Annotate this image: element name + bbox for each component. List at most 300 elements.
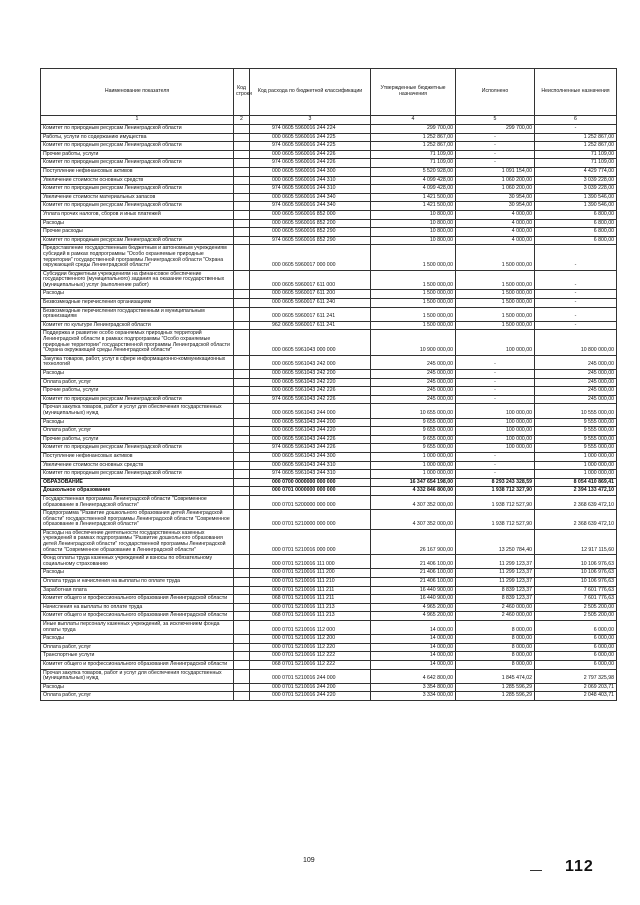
header-line-code: Код строки xyxy=(234,69,250,116)
row-unexecuted: 7 601 776,63 xyxy=(535,595,617,604)
row-approved: 3 354 800,00 xyxy=(371,683,456,692)
row-executed: 4 000,00 xyxy=(456,236,535,245)
row-approved: 4 965 200,00 xyxy=(371,603,456,612)
table-row xyxy=(41,133,617,142)
row-unexecuted: 10 106 976,63 xyxy=(535,555,617,569)
row-executed: - xyxy=(456,159,535,168)
table-row xyxy=(41,307,617,321)
row-name: Комитет по природным ресурсам Ленинградской области xyxy=(41,185,234,194)
table-row xyxy=(41,478,617,487)
row-unexecuted: 6 000,00 xyxy=(535,643,617,652)
row-name: Расходы xyxy=(41,569,234,578)
row-executed: - xyxy=(456,470,535,479)
row-executed: 8 839 123,37 xyxy=(456,586,535,595)
table-row xyxy=(41,210,617,219)
row-name: Прочие расходы xyxy=(41,228,234,237)
row-budget-code: 000 0701 5210016 244 220 xyxy=(250,692,371,701)
row-name: Фонд оплаты труда казенных учреждений и взносы по обязательному социальному страхованию xyxy=(41,555,234,569)
row-approved: 1 500 000,00 xyxy=(371,321,456,330)
row-name: Заработная плата xyxy=(41,586,234,595)
table-row xyxy=(41,612,617,621)
table-row xyxy=(41,683,617,692)
row-line-code xyxy=(234,395,250,404)
row-budget-code: 974 0605 5960016 852 290 xyxy=(250,236,371,245)
table-row xyxy=(41,185,617,194)
row-approved: 1 421 500,00 xyxy=(371,202,456,211)
row-budget-code: 000 0701 5210016 111 210 xyxy=(250,578,371,587)
row-unexecuted: 8 054 410 869,41 xyxy=(535,478,617,487)
row-unexecuted: 9 555 000,00 xyxy=(535,444,617,453)
row-line-code xyxy=(234,643,250,652)
row-unexecuted: 1 000 000,00 xyxy=(535,452,617,461)
row-line-code xyxy=(234,321,250,330)
row-budget-code: 000 0605 5960016 852 290 xyxy=(250,228,371,237)
table-row xyxy=(41,427,617,436)
row-line-code xyxy=(234,193,250,202)
table-row xyxy=(41,578,617,587)
row-budget-code: 000 0701 5210016 111 200 xyxy=(250,569,371,578)
row-approved: 1 500 000,00 xyxy=(371,290,456,299)
row-approved: 4 099 428,00 xyxy=(371,185,456,194)
row-budget-code: 000 0700 0000000 000 000 xyxy=(250,478,371,487)
row-approved: 1 000 000,00 xyxy=(371,452,456,461)
row-line-code xyxy=(234,470,250,479)
row-approved: 4 307 352 000,00 xyxy=(371,510,456,530)
row-approved: 9 655 000,00 xyxy=(371,418,456,427)
row-name: Уплата прочих налогов, сборов и иных платежей xyxy=(41,210,234,219)
row-approved: 3 334 000,00 xyxy=(371,692,456,701)
row-executed: 11 299 123,37 xyxy=(456,555,535,569)
row-executed: 1 285 596,29 xyxy=(456,683,535,692)
row-unexecuted: 2 505 200,00 xyxy=(535,612,617,621)
row-approved: 71 109,00 xyxy=(371,159,456,168)
row-line-code xyxy=(234,660,250,669)
row-budget-code: 974 0605 5960016 244 225 xyxy=(250,142,371,151)
table-row xyxy=(41,387,617,396)
row-executed: 8 293 243 328,59 xyxy=(456,478,535,487)
row-unexecuted: 1 000 000,00 xyxy=(535,461,617,470)
row-budget-code: 000 0605 5960017 611 000 xyxy=(250,270,371,290)
table-row xyxy=(41,378,617,387)
row-budget-code: 000 0605 5960016 244 340 xyxy=(250,193,371,202)
row-budget-code: 000 0701 5200000 000 000 xyxy=(250,495,371,509)
row-approved: 14 000,00 xyxy=(371,635,456,644)
row-name: Увеличение стоимости основных средств xyxy=(41,461,234,470)
row-executed: - xyxy=(456,355,535,369)
row-name: Безвозмездные перечисления организациям xyxy=(41,299,234,308)
row-budget-code: 974 0605 5960016 244 340 xyxy=(250,202,371,211)
row-name: Безвозмездные перечисления государственным и муниципальным организациям xyxy=(41,307,234,321)
table-row xyxy=(41,159,617,168)
row-approved: 4 099 428,00 xyxy=(371,176,456,185)
row-name: Комитет общего и профессионального образования Ленинградской области xyxy=(41,595,234,604)
row-unexecuted: 245 000,00 xyxy=(535,395,617,404)
row-executed: - xyxy=(456,378,535,387)
row-line-code xyxy=(234,569,250,578)
row-line-code xyxy=(234,683,250,692)
row-approved: 245 000,00 xyxy=(371,378,456,387)
row-name: Прочая закупка товаров, работ и услуг для обеспечения государственных (муниципальных) нужд xyxy=(41,669,234,683)
row-name: Дошкольное образование xyxy=(41,487,234,496)
row-approved: 10 655 000,00 xyxy=(371,404,456,418)
row-approved: 9 655 000,00 xyxy=(371,444,456,453)
row-executed: 8 000,00 xyxy=(456,635,535,644)
row-unexecuted: 6 000,00 xyxy=(535,660,617,669)
row-executed: 4 000,00 xyxy=(456,219,535,228)
row-executed: 8 839 123,37 xyxy=(456,595,535,604)
row-approved: 245 000,00 xyxy=(371,370,456,379)
column-number: 1 xyxy=(41,116,234,125)
page-number: 109 xyxy=(303,857,315,864)
row-unexecuted: 9 555 000,00 xyxy=(535,427,617,436)
row-executed: 8 000,00 xyxy=(456,652,535,661)
table-row xyxy=(41,330,617,355)
row-line-code xyxy=(234,307,250,321)
row-approved: 16 347 654 198,00 xyxy=(371,478,456,487)
row-unexecuted: 6 000,00 xyxy=(535,635,617,644)
row-name: Прочие работы, услуги xyxy=(41,435,234,444)
row-unexecuted: 9 555 000,00 xyxy=(535,435,617,444)
row-line-code xyxy=(234,245,250,270)
table-row xyxy=(41,219,617,228)
row-name: Оплата работ, услуг xyxy=(41,643,234,652)
row-approved: 10 800,00 xyxy=(371,219,456,228)
table-row xyxy=(41,370,617,379)
row-name: Увеличение стоимости основных средств xyxy=(41,176,234,185)
row-executed: - xyxy=(456,133,535,142)
row-budget-code: 000 0605 5960016 852 000 xyxy=(250,210,371,219)
row-name: Поддержка и развитие особо охраняемых природных территорий Ленинградской области в рамках подпрограммы "Особо охраняемые природные территории" государственной программы Ленинградской области "Охрана окружающей среды Ленинградской области" xyxy=(41,330,234,355)
row-unexecuted: 1 252 867,00 xyxy=(535,142,617,151)
row-approved: 1 000 000,00 xyxy=(371,461,456,470)
row-budget-code: 000 0605 5960016 244 310 xyxy=(250,176,371,185)
row-line-code xyxy=(234,478,250,487)
row-executed: - xyxy=(456,387,535,396)
table-row xyxy=(41,193,617,202)
row-budget-code: 974 0605 5960016 244 226 xyxy=(250,159,371,168)
row-budget-code: 000 0701 5210016 112 222 xyxy=(250,652,371,661)
table-row xyxy=(41,643,617,652)
table-header-row xyxy=(41,69,617,116)
row-budget-code: 000 0605 5960016 244 225 xyxy=(250,133,371,142)
row-unexecuted: 10 800 000,00 xyxy=(535,330,617,355)
row-unexecuted: 1 390 546,00 xyxy=(535,193,617,202)
table-row xyxy=(41,290,617,299)
row-executed: - xyxy=(456,395,535,404)
row-executed: 100 000,00 xyxy=(456,435,535,444)
row-budget-code: 000 0701 5210016 000 000 xyxy=(250,529,371,554)
footer-dash xyxy=(530,870,542,871)
row-budget-code: 068 0701 5210016 112 222 xyxy=(250,660,371,669)
row-approved: 16 440 900,00 xyxy=(371,595,456,604)
table-row xyxy=(41,150,617,159)
row-name: Расходы на обеспечение деятельности государственных казенных учреждений в рамках подпрограммы "Развитие дошкольного образования детей Ленинградской области" государственной программы Ленинградской области "Современное образование в Ленинградской области" xyxy=(41,529,234,554)
row-budget-code: 962 0605 5960017 611 241 xyxy=(250,321,371,330)
row-budget-code: 000 0701 0000000 000 000 xyxy=(250,487,371,496)
row-name: Комитет по культуре Ленинградской области xyxy=(41,321,234,330)
row-line-code xyxy=(234,578,250,587)
table-row xyxy=(41,236,617,245)
table-row xyxy=(41,603,617,612)
row-executed: 1 500 000,00 xyxy=(456,270,535,290)
row-executed: 1 500 000,00 xyxy=(456,290,535,299)
header-budget-code: Код расхода по бюджетной классификации xyxy=(250,69,371,116)
row-line-code xyxy=(234,529,250,554)
row-unexecuted: 2 368 639 472,10 xyxy=(535,510,617,530)
table-row xyxy=(41,176,617,185)
row-budget-code: 974 0605 5960016 244 224 xyxy=(250,125,371,134)
row-line-code xyxy=(234,228,250,237)
row-name: Закупка товаров, работ, услуг в сфере информационно-коммуникационных технологий xyxy=(41,355,234,369)
row-executed: 100 000,00 xyxy=(456,427,535,436)
row-approved: 245 000,00 xyxy=(371,387,456,396)
row-line-code xyxy=(234,330,250,355)
row-executed: 30 954,00 xyxy=(456,193,535,202)
row-line-code xyxy=(234,452,250,461)
row-approved: 9 655 000,00 xyxy=(371,427,456,436)
row-line-code xyxy=(234,612,250,621)
row-approved: 14 000,00 xyxy=(371,652,456,661)
row-unexecuted: 71 109,00 xyxy=(535,159,617,168)
row-name: Субсидии бюджетным учреждениям на финансовое обеспечение государственного (муниципального) задания на оказание государственных (муниципальных) услуг (выполнение работ) xyxy=(41,270,234,290)
table-row xyxy=(41,470,617,479)
row-line-code xyxy=(234,270,250,290)
row-approved: 14 000,00 xyxy=(371,643,456,652)
row-executed: - xyxy=(456,370,535,379)
table-row xyxy=(41,529,617,554)
row-approved: 1 252 867,00 xyxy=(371,142,456,151)
row-name: Государственная программа Ленинградской области "Современное образование в Ленинградской области" xyxy=(41,495,234,509)
row-unexecuted: 6 800,00 xyxy=(535,228,617,237)
column-number-row xyxy=(41,116,617,125)
row-unexecuted: 6 000,00 xyxy=(535,621,617,635)
row-budget-code: 000 0701 5210016 112 200 xyxy=(250,635,371,644)
row-approved: 10 800,00 xyxy=(371,228,456,237)
row-name: Прочие работы, услуги xyxy=(41,387,234,396)
row-unexecuted: 10 555 000,00 xyxy=(535,404,617,418)
row-unexecuted: 10 106 976,63 xyxy=(535,569,617,578)
row-name: Поступление нефинансовых активов xyxy=(41,452,234,461)
row-line-code xyxy=(234,387,250,396)
row-budget-code: 000 0605 5961043 242 226 xyxy=(250,387,371,396)
column-number: 2 xyxy=(234,116,250,125)
row-approved: 14 000,00 xyxy=(371,660,456,669)
header-indicator-name: Наименование показателя xyxy=(41,69,234,116)
header-executed: Исполнено xyxy=(456,69,535,116)
row-approved: 26 167 900,00 xyxy=(371,529,456,554)
table-row xyxy=(41,355,617,369)
table-row xyxy=(41,270,617,290)
row-name: Иные выплаты персоналу казенных учреждений, за исключением фонда оплаты труда xyxy=(41,621,234,635)
row-unexecuted: 6 800,00 xyxy=(535,219,617,228)
table-row xyxy=(41,635,617,644)
row-name: Работы, услуги по содержанию имущества xyxy=(41,133,234,142)
table-row xyxy=(41,495,617,509)
row-budget-code: 000 0701 5210016 111 211 xyxy=(250,586,371,595)
budget-table xyxy=(40,68,617,701)
row-unexecuted: 2 394 133 472,10 xyxy=(535,487,617,496)
row-unexecuted: - xyxy=(535,299,617,308)
row-line-code xyxy=(234,692,250,701)
row-name: Комитет общего и профессионального образования Ленинградской области xyxy=(41,612,234,621)
table-row xyxy=(41,555,617,569)
table-row xyxy=(41,510,617,530)
row-budget-code: 000 0701 5210016 111 000 xyxy=(250,555,371,569)
row-unexecuted: 1 390 546,00 xyxy=(535,202,617,211)
header-unexecuted: Неисполненные назначения xyxy=(535,69,617,116)
row-budget-code: 000 0701 5210016 244 000 xyxy=(250,669,371,683)
table-row xyxy=(41,461,617,470)
table-row xyxy=(41,395,617,404)
row-budget-code: 000 0605 5961043 242 220 xyxy=(250,378,371,387)
row-unexecuted: 245 000,00 xyxy=(535,378,617,387)
row-executed: 1 500 000,00 xyxy=(456,299,535,308)
row-line-code xyxy=(234,219,250,228)
row-approved: 9 655 000,00 xyxy=(371,435,456,444)
table-row xyxy=(41,660,617,669)
row-executed: - xyxy=(456,150,535,159)
row-approved: 1 500 000,00 xyxy=(371,307,456,321)
header-approved: Утвержденные бюджетные назначения xyxy=(371,69,456,116)
table-row xyxy=(41,586,617,595)
row-line-code xyxy=(234,167,250,176)
row-unexecuted: - xyxy=(535,321,617,330)
table-row xyxy=(41,202,617,211)
row-line-code xyxy=(234,555,250,569)
row-name: Поступление нефинансовых активов xyxy=(41,167,234,176)
row-executed: 1 500 000,00 xyxy=(456,245,535,270)
row-line-code xyxy=(234,495,250,509)
row-approved: 10 800,00 xyxy=(371,236,456,245)
row-line-code xyxy=(234,595,250,604)
row-budget-code: 000 0605 5961043 244 310 xyxy=(250,461,371,470)
table-row xyxy=(41,245,617,270)
row-budget-code: 000 0605 5961043 244 220 xyxy=(250,427,371,436)
row-budget-code: 000 0701 5210000 000 000 xyxy=(250,510,371,530)
row-executed: 8 000,00 xyxy=(456,660,535,669)
row-name: Комитет по природным ресурсам Ленинградской области xyxy=(41,125,234,134)
row-executed: 8 000,00 xyxy=(456,643,535,652)
row-unexecuted: 71 109,00 xyxy=(535,150,617,159)
row-name: Транспортные услуги xyxy=(41,652,234,661)
row-unexecuted: 6 000,00 xyxy=(535,652,617,661)
row-name: Комитет по природным ресурсам Ленинградской области xyxy=(41,470,234,479)
table-body xyxy=(41,125,617,701)
row-line-code xyxy=(234,652,250,661)
row-name: Расходы xyxy=(41,290,234,299)
table-row xyxy=(41,142,617,151)
row-budget-code: 974 0605 5961043 244 226 xyxy=(250,444,371,453)
table-row xyxy=(41,669,617,683)
row-budget-code: 000 0701 5210016 112 000 xyxy=(250,621,371,635)
row-name: Комитет по природным ресурсам Ленинградской области xyxy=(41,444,234,453)
row-approved: 10 800,00 xyxy=(371,210,456,219)
row-executed: 1 285 596,29 xyxy=(456,692,535,701)
row-approved: 4 332 846 800,00 xyxy=(371,487,456,496)
row-approved: 10 900 000,00 xyxy=(371,330,456,355)
row-budget-code: 974 0605 5961043 244 310 xyxy=(250,470,371,479)
row-line-code xyxy=(234,159,250,168)
row-budget-code: 000 0605 5960017 000 000 xyxy=(250,245,371,270)
table-row xyxy=(41,595,617,604)
row-line-code xyxy=(234,378,250,387)
row-unexecuted: 2 505 200,00 xyxy=(535,603,617,612)
row-unexecuted: 1 252 867,00 xyxy=(535,133,617,142)
table-row xyxy=(41,652,617,661)
row-line-code xyxy=(234,290,250,299)
row-approved: 14 000,00 xyxy=(371,621,456,635)
row-executed: 4 000,00 xyxy=(456,210,535,219)
row-line-code xyxy=(234,621,250,635)
row-budget-code: 000 0701 5210016 112 220 xyxy=(250,643,371,652)
row-name: Комитет по природным ресурсам Ленинградской области xyxy=(41,142,234,151)
row-approved: 1 421 500,00 xyxy=(371,193,456,202)
row-name: Оплата работ, услуг xyxy=(41,378,234,387)
row-line-code xyxy=(234,185,250,194)
row-budget-code: 000 0701 5210016 111 213 xyxy=(250,603,371,612)
sheet-number: 112 xyxy=(565,858,594,875)
row-line-code xyxy=(234,635,250,644)
row-executed: 1 060 200,00 xyxy=(456,176,535,185)
table-row xyxy=(41,621,617,635)
row-budget-code: 974 0605 5960016 244 310 xyxy=(250,185,371,194)
row-line-code xyxy=(234,427,250,436)
row-unexecuted: 12 917 115,60 xyxy=(535,529,617,554)
row-line-code xyxy=(234,487,250,496)
row-budget-code: 000 0605 5961043 242 200 xyxy=(250,370,371,379)
row-line-code xyxy=(234,418,250,427)
row-budget-code: 000 0605 5961043 244 300 xyxy=(250,452,371,461)
row-line-code xyxy=(234,370,250,379)
row-unexecuted: 245 000,00 xyxy=(535,370,617,379)
row-line-code xyxy=(234,202,250,211)
row-executed: 1 845 474,02 xyxy=(456,669,535,683)
row-executed: 13 250 784,40 xyxy=(456,529,535,554)
row-unexecuted: 1 000 000,00 xyxy=(535,470,617,479)
row-approved: 1 252 867,00 xyxy=(371,133,456,142)
column-number: 6 xyxy=(535,116,617,125)
row-executed: 1 091 154,00 xyxy=(456,167,535,176)
row-executed: 1 938 712 527,90 xyxy=(456,510,535,530)
row-line-code xyxy=(234,510,250,530)
row-executed: 4 000,00 xyxy=(456,228,535,237)
row-executed: - xyxy=(456,142,535,151)
row-executed: 1 500 000,00 xyxy=(456,321,535,330)
row-unexecuted: - xyxy=(535,290,617,299)
row-line-code xyxy=(234,142,250,151)
row-line-code xyxy=(234,404,250,418)
table-row xyxy=(41,299,617,308)
row-name: Комитет по природным ресурсам Ленинградской области xyxy=(41,236,234,245)
row-unexecuted: 2 797 325,98 xyxy=(535,669,617,683)
row-executed: 30 954,00 xyxy=(456,202,535,211)
row-unexecuted: 10 106 976,63 xyxy=(535,578,617,587)
row-executed: 11 299 123,37 xyxy=(456,578,535,587)
row-name: Оплата работ, услуг xyxy=(41,427,234,436)
row-line-code xyxy=(234,150,250,159)
row-approved: 4 642 800,00 xyxy=(371,669,456,683)
row-unexecuted: 245 000,00 xyxy=(535,355,617,369)
row-budget-code: 000 0605 5960017 611 200 xyxy=(250,290,371,299)
row-unexecuted: 7 601 776,63 xyxy=(535,586,617,595)
row-approved: 1 500 000,00 xyxy=(371,270,456,290)
row-name: Расходы xyxy=(41,635,234,644)
row-budget-code: 000 0605 5961043 242 000 xyxy=(250,355,371,369)
row-executed: 299 700,00 xyxy=(456,125,535,134)
table-row xyxy=(41,418,617,427)
row-name: Расходы xyxy=(41,683,234,692)
row-line-code xyxy=(234,133,250,142)
